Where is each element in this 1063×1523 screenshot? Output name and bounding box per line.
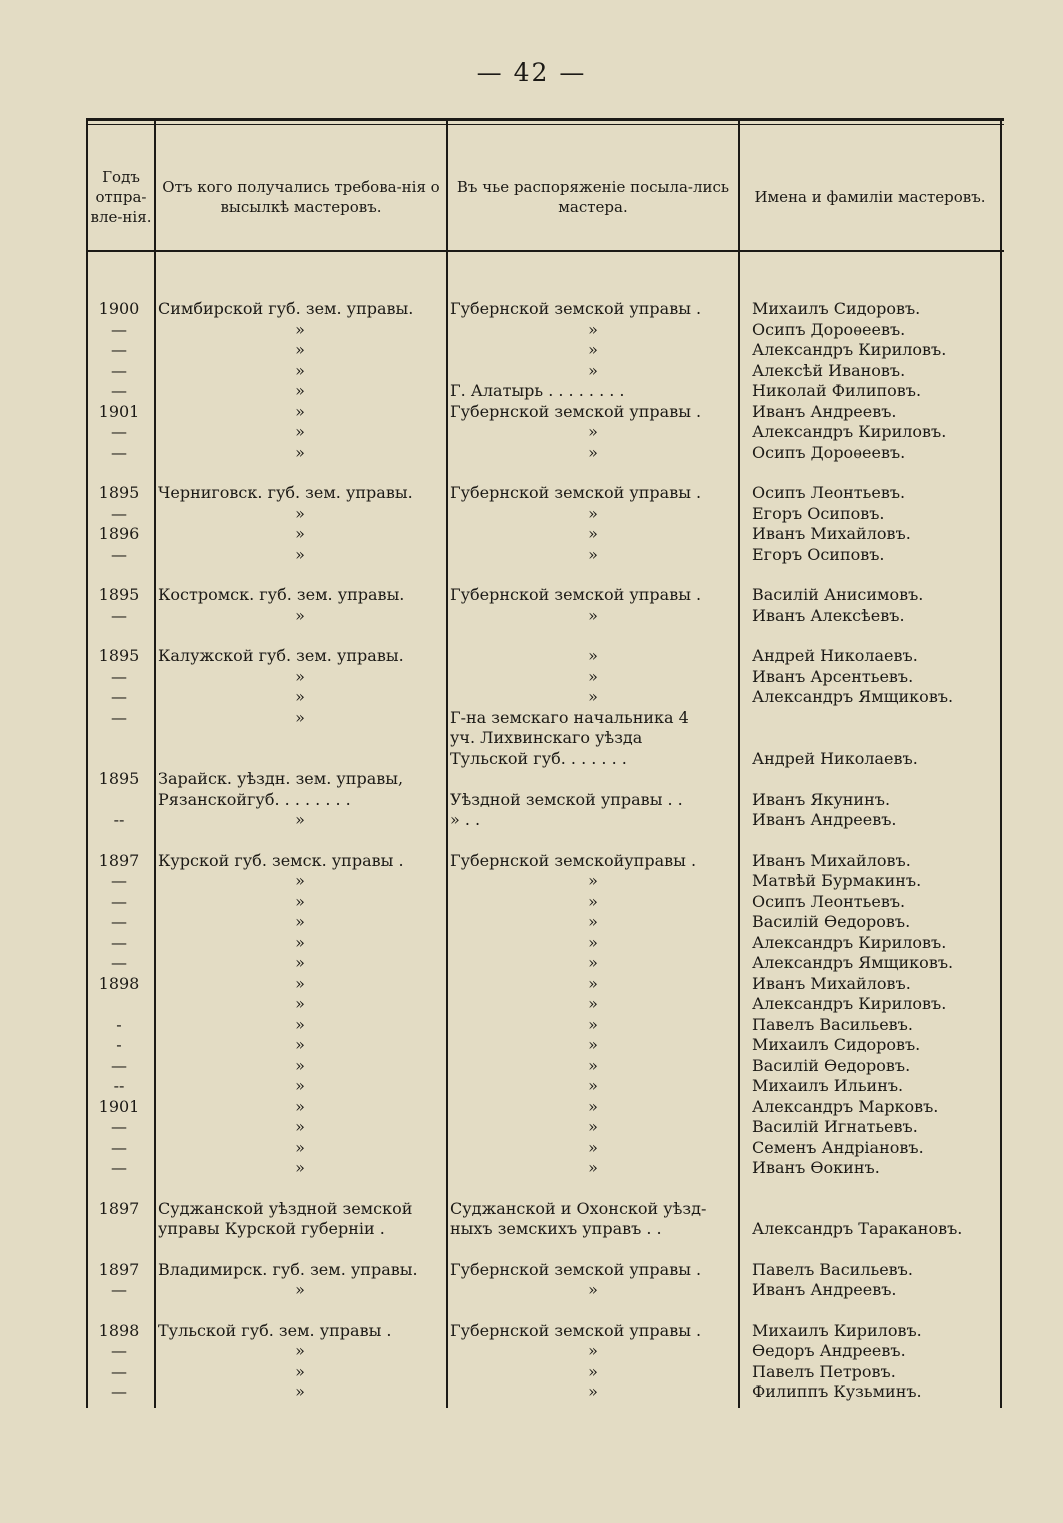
name-cell: Иванъ Михайловъ. xyxy=(752,973,911,993)
name-cell xyxy=(752,1198,1002,1219)
table-row xyxy=(72,707,1004,728)
year-cell: — xyxy=(111,891,127,911)
table-row xyxy=(72,911,1004,932)
to-cell: » xyxy=(588,544,598,564)
from-cell: » xyxy=(295,319,305,339)
name-cell: Александръ Марковъ. xyxy=(752,1096,939,1116)
table-row xyxy=(72,850,1004,871)
year-cell: 1901 xyxy=(98,401,140,421)
to-cell: » xyxy=(588,1280,598,1299)
year-cell: — xyxy=(111,1382,127,1401)
to-cell: » xyxy=(588,605,598,625)
from-cell: » xyxy=(295,1137,305,1157)
table-row xyxy=(72,1075,1004,1096)
to-cell: » xyxy=(588,687,598,706)
to-cell: » xyxy=(588,871,598,890)
year-cell xyxy=(86,789,152,810)
name-cell: Николай Филиповъ. xyxy=(752,381,922,400)
header-year: Годъ отпра-вле-нія. xyxy=(90,168,152,226)
year-cell: — xyxy=(111,340,127,359)
table-row xyxy=(72,1014,1004,1035)
from-cell: » xyxy=(295,953,305,972)
from-cell: » xyxy=(295,707,305,727)
name-cell: Осипъ Дороѳеевъ. xyxy=(752,442,906,462)
year-cell: — xyxy=(111,687,127,706)
year-cell: — xyxy=(111,912,127,931)
table-row xyxy=(72,727,1004,748)
table-row xyxy=(72,339,1004,360)
table-row xyxy=(72,952,1004,973)
name-cell: Михаилъ Кириловъ. xyxy=(752,1320,922,1340)
to-cell: » xyxy=(588,891,598,911)
name-cell: Иванъ Михайловъ. xyxy=(752,850,911,870)
name-cell: Филиппъ Кузьминъ. xyxy=(752,1382,922,1401)
from-cell: » xyxy=(295,912,305,931)
table-row xyxy=(72,544,1004,565)
to-cell: Губернской земской управы . xyxy=(450,585,702,604)
name-cell: Иванъ Арсентьевъ. xyxy=(752,666,914,686)
to-cell: » xyxy=(588,1117,598,1136)
year-cell: 1895 xyxy=(98,646,140,665)
to-cell: » xyxy=(588,1096,598,1116)
year-cell: 1896 xyxy=(98,524,140,543)
table-row xyxy=(72,932,1004,953)
from-cell: » xyxy=(295,340,305,359)
from-cell: » xyxy=(295,1117,305,1136)
from-cell: » xyxy=(295,932,305,952)
to-cell: Губернской земской управы . xyxy=(450,401,702,421)
from-cell: » xyxy=(295,871,305,890)
from-cell: » xyxy=(295,1035,305,1054)
from-cell: » xyxy=(295,544,305,564)
to-cell: » xyxy=(588,422,598,441)
to-cell: » xyxy=(588,1055,598,1075)
to-cell: Губернской земскойуправы . xyxy=(450,850,697,870)
from-cell: Курской губ. земск. управы . xyxy=(158,850,404,870)
name-cell: Михаилъ Ильинъ. xyxy=(752,1076,904,1095)
from-cell: » xyxy=(295,1382,305,1401)
to-cell: Г-на земскаго начальника 4 xyxy=(450,707,689,727)
from-cell: Симбирской губ. зем. управы. xyxy=(158,299,414,318)
to-cell: » xyxy=(588,646,598,665)
name-cell: Василій Ѳедоровъ. xyxy=(752,1055,911,1075)
year-cell xyxy=(86,748,152,769)
from-cell: » xyxy=(295,1361,305,1381)
to-cell: » xyxy=(588,319,598,339)
table-row xyxy=(72,380,1004,401)
name-cell: Александръ Таракановъ. xyxy=(752,1219,963,1238)
from-cell: управы Курской губерніи . xyxy=(158,1219,385,1238)
from-cell: » xyxy=(295,1096,305,1116)
table-row xyxy=(72,1116,1004,1137)
year-cell: — xyxy=(111,932,127,952)
name-cell: Матвѣй Бурмакинъ. xyxy=(752,871,922,890)
to-cell: » xyxy=(588,1035,598,1054)
year-cell: -- xyxy=(113,810,125,829)
year-cell: 1895 xyxy=(98,769,140,788)
year-cell: 1895 xyxy=(98,585,140,604)
name-cell: Алексѣй Ивановъ. xyxy=(752,360,906,380)
from-cell xyxy=(158,748,442,769)
from-cell: » xyxy=(295,1158,305,1177)
from-cell: » xyxy=(295,666,305,686)
table-row xyxy=(72,1096,1004,1117)
name-cell: Михаилъ Сидоровъ. xyxy=(752,299,921,318)
table-row xyxy=(72,789,1004,810)
year-cell: — xyxy=(111,1280,127,1299)
masters-table xyxy=(72,118,1004,1408)
year-cell xyxy=(86,993,152,1014)
name-cell: Василій Ѳедоровъ. xyxy=(752,912,911,931)
name-cell: Павелъ Васильевъ. xyxy=(752,1259,913,1279)
year-cell: -- xyxy=(113,1076,125,1095)
year-cell: - xyxy=(116,1035,122,1054)
year-cell: — xyxy=(111,1137,127,1157)
name-cell: Павелъ Петровъ. xyxy=(752,1361,896,1381)
year-cell: — xyxy=(111,666,127,686)
name-cell: Осипъ Леонтьевъ. xyxy=(752,483,906,502)
name-cell: Александръ Кириловъ. xyxy=(752,932,947,952)
year-cell: 1897 xyxy=(98,1198,140,1218)
name-cell: Осипъ Леонтьевъ. xyxy=(752,891,906,911)
year-cell: — xyxy=(111,953,127,972)
table-row xyxy=(72,442,1004,463)
name-cell: Осипъ Дороѳеевъ. xyxy=(752,319,906,339)
to-cell: Уѣздной земской управы . . xyxy=(450,789,683,809)
to-cell: » xyxy=(588,953,598,972)
name-cell: Иванъ Андреевъ. xyxy=(752,810,897,829)
table-row xyxy=(72,891,1004,912)
from-cell: » xyxy=(295,1280,305,1299)
table-row xyxy=(72,1279,1004,1300)
table-row xyxy=(72,686,1004,707)
year-cell: — xyxy=(111,871,127,890)
table-row xyxy=(72,1034,1004,1055)
to-cell: » xyxy=(588,340,598,359)
year-cell: — xyxy=(111,381,127,400)
table-row xyxy=(72,809,1004,830)
from-cell: » xyxy=(295,605,305,625)
table-row xyxy=(72,584,1004,605)
table-row xyxy=(72,1381,1004,1402)
header-to: Въ чье распоряженіе посыла-лись мастера. xyxy=(456,178,730,216)
table-row xyxy=(72,1157,1004,1178)
year-cell: 1898 xyxy=(98,1320,140,1340)
from-cell: Владимирск. губ. зем. управы. xyxy=(158,1259,418,1279)
name-cell: Михаилъ Сидоровъ. xyxy=(752,1035,921,1054)
to-cell: » xyxy=(588,1158,598,1177)
table-row xyxy=(72,1259,1004,1280)
from-cell: Калужской губ. зем. управы. xyxy=(158,646,404,665)
table-row xyxy=(72,401,1004,422)
from-cell: Зарайск. уѣздн. зем. управы, xyxy=(158,769,404,788)
name-cell: Александръ Кириловъ. xyxy=(752,994,947,1013)
table-row xyxy=(72,605,1004,626)
table-row xyxy=(72,768,1004,789)
year-cell: 1897 xyxy=(98,1259,140,1279)
to-cell: » xyxy=(588,973,598,993)
from-cell: » xyxy=(295,503,305,523)
name-cell: Семенъ Андріановъ. xyxy=(752,1137,924,1157)
from-cell: » xyxy=(295,442,305,462)
from-cell: » xyxy=(295,687,305,706)
table-row xyxy=(72,870,1004,891)
page-number: — 42 — xyxy=(476,58,587,87)
to-cell: » xyxy=(588,1341,598,1360)
from-cell: » xyxy=(295,401,305,421)
table-top-rule xyxy=(86,118,1004,121)
name-cell: Егоръ Осиповъ. xyxy=(752,544,885,564)
to-cell: » xyxy=(588,503,598,523)
year-cell: 1898 xyxy=(98,973,140,993)
year-cell: — xyxy=(111,1158,127,1177)
from-cell: » xyxy=(295,422,305,441)
from-cell: » xyxy=(295,1055,305,1075)
to-cell: Губернской земской управы . xyxy=(450,299,702,318)
year-cell: — xyxy=(111,503,127,523)
to-cell: ныхъ земскихъ управъ . . xyxy=(450,1219,662,1238)
year-cell: — xyxy=(111,1341,127,1360)
year-cell: — xyxy=(111,360,127,380)
table-row xyxy=(72,1198,1004,1219)
table-row xyxy=(72,1340,1004,1361)
year-cell: — xyxy=(111,605,127,625)
from-cell: » xyxy=(295,891,305,911)
year-cell: — xyxy=(111,1361,127,1381)
name-cell: Ѳедоръ Андреевъ. xyxy=(752,1341,906,1360)
name-cell: Василій Анисимовъ. xyxy=(752,585,924,604)
year-cell xyxy=(86,1218,152,1239)
from-cell: » xyxy=(295,1341,305,1360)
to-cell: » xyxy=(588,524,598,543)
table-row xyxy=(72,1055,1004,1076)
to-cell: » xyxy=(588,994,598,1013)
name-cell xyxy=(752,727,1002,748)
to-cell: Суджанской и Охонской уѣзд- xyxy=(450,1198,707,1218)
name-cell xyxy=(752,707,1002,728)
to-cell: » xyxy=(588,442,598,462)
to-cell: Губернской земской управы . xyxy=(450,1259,702,1279)
table-row xyxy=(72,1320,1004,1341)
to-cell: » xyxy=(588,1076,598,1095)
name-cell: Иванъ Михайловъ. xyxy=(752,524,911,543)
to-cell: » xyxy=(588,1014,598,1034)
from-cell: » xyxy=(295,360,305,380)
year-cell: 1901 xyxy=(98,1096,140,1116)
name-cell: Павелъ Васильевъ. xyxy=(752,1014,913,1034)
to-cell xyxy=(450,768,736,789)
from-cell xyxy=(158,727,442,748)
year-cell: — xyxy=(111,319,127,339)
year-cell xyxy=(86,727,152,748)
to-cell: уч. Лихвинскаго уѣзда xyxy=(450,728,643,747)
header-names: Имена и фамиліи мастеровъ. xyxy=(754,188,986,206)
year-cell: 1897 xyxy=(98,850,140,870)
to-cell: » xyxy=(588,912,598,931)
to-cell: » . . xyxy=(450,810,481,829)
table-row xyxy=(72,360,1004,381)
to-cell: » xyxy=(588,666,598,686)
table-row xyxy=(72,482,1004,503)
to-cell: Губернской земской управы . xyxy=(450,1320,702,1340)
from-cell: » xyxy=(295,810,305,829)
from-cell: » xyxy=(295,524,305,543)
name-cell: Александръ Ямщиковъ. xyxy=(752,953,954,972)
to-cell: » xyxy=(588,932,598,952)
to-cell: Г. Алатырь . . . . . . . . xyxy=(450,381,625,400)
table-row xyxy=(72,523,1004,544)
name-cell xyxy=(752,768,1002,789)
table-row xyxy=(72,645,1004,666)
table-row xyxy=(72,993,1004,1014)
from-cell: Костромск. губ. зем. управы. xyxy=(158,585,405,604)
year-cell: - xyxy=(116,1014,122,1034)
name-cell: Василій Игнатьевъ. xyxy=(752,1117,918,1136)
year-cell: — xyxy=(111,422,127,441)
name-cell: Александръ Кириловъ. xyxy=(752,422,947,441)
from-cell: Тульской губ. зем. управы . xyxy=(158,1320,392,1340)
table-row xyxy=(72,1137,1004,1158)
name-cell: Иванъ Андреевъ. xyxy=(752,1280,897,1299)
to-cell: Губернской земской управы . xyxy=(450,483,702,502)
name-cell: Александръ Кириловъ. xyxy=(752,340,947,359)
table-row xyxy=(72,1361,1004,1382)
name-cell: Иванъ Алексѣевъ. xyxy=(752,605,905,625)
header-from: Отъ кого получались требова-нія о высылкѣ мастеровъ. xyxy=(162,178,440,216)
year-cell: 1895 xyxy=(98,483,140,502)
year-cell: — xyxy=(111,707,127,727)
from-cell: » xyxy=(295,381,305,400)
table-row xyxy=(72,748,1004,769)
table-row xyxy=(72,298,1004,319)
from-cell: Черниговск. губ. зем. управы. xyxy=(158,483,413,502)
to-cell: » xyxy=(588,1137,598,1157)
table-row xyxy=(72,503,1004,524)
year-cell: — xyxy=(111,1117,127,1136)
name-cell: Андрей Николаевъ. xyxy=(752,748,918,768)
from-cell: » xyxy=(295,973,305,993)
from-cell: Суджанской уѣздной земской xyxy=(158,1198,413,1218)
name-cell: Иванъ Андреевъ. xyxy=(752,401,897,421)
year-cell: — xyxy=(111,442,127,462)
table-row xyxy=(72,421,1004,442)
name-cell: Иванъ Ѳокинъ. xyxy=(752,1158,880,1177)
name-cell: Егоръ Осиповъ. xyxy=(752,503,885,523)
from-cell: Рязанскойгуб. . . . . . . . xyxy=(158,789,351,809)
to-cell: » xyxy=(588,1382,598,1401)
to-cell: » xyxy=(588,360,598,380)
table-row xyxy=(72,666,1004,687)
year-cell: — xyxy=(111,1055,127,1075)
name-cell: Иванъ Якунинъ. xyxy=(752,789,891,809)
from-cell: » xyxy=(295,994,305,1013)
from-cell: » xyxy=(295,1014,305,1034)
from-cell: » xyxy=(295,1076,305,1095)
year-cell: 1900 xyxy=(98,299,140,318)
name-cell: Андрей Николаевъ. xyxy=(752,646,918,665)
to-cell: Тульской губ. . . . . . . xyxy=(450,748,627,768)
table-row xyxy=(72,973,1004,994)
to-cell: » xyxy=(588,1361,598,1381)
name-cell: Александръ Ямщиковъ. xyxy=(752,687,954,706)
table-row xyxy=(72,319,1004,340)
table-row xyxy=(72,1218,1004,1239)
table-top-rule-thin xyxy=(86,124,1004,125)
year-cell: — xyxy=(111,544,127,564)
